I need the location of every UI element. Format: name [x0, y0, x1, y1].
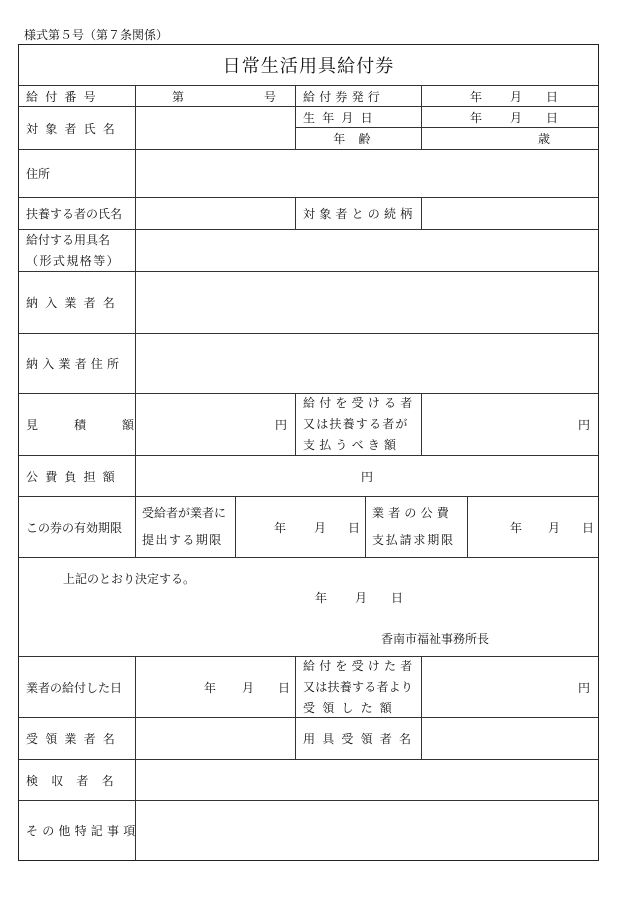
label-payable-3: 支払うべき額 — [303, 438, 401, 452]
form-style-number: 様式第５号（第７条関係） — [24, 28, 169, 42]
label-supplier-name: 納入業者名 — [19, 271, 135, 333]
delivery-date-field[interactable] — [135, 656, 295, 717]
label-equipment-name-cell — [19, 229, 135, 271]
label-claim-deadline-1: 業者の公費 — [372, 506, 454, 520]
label-benefit-number: 給付番号 — [19, 85, 135, 106]
label-claim-deadline-2: 支払請求期限 — [372, 533, 455, 547]
label-received-2: 又は扶養する者より — [303, 679, 414, 694]
receiving-supplier-field[interactable] — [135, 717, 295, 759]
special-notes-field[interactable] — [135, 800, 598, 860]
submit-year-label: 年 — [274, 520, 287, 535]
claim-deadline-field[interactable] — [467, 496, 598, 557]
label-supporter-name: 扶養する者の氏名 — [19, 197, 135, 229]
form-title: 日常生活用具給付券 — [222, 56, 395, 77]
estimate-yen-label: 円 — [274, 418, 287, 432]
submit-month-label: 月 — [314, 520, 327, 535]
label-equipment-recipient: 用具受領者名 — [295, 717, 421, 759]
issue-month-label: 月 — [510, 89, 523, 104]
decision-day-label: 日 — [391, 591, 404, 605]
public-burden-field[interactable] — [135, 455, 598, 496]
issue-date-field[interactable] — [421, 85, 598, 106]
claim-month-label: 月 — [548, 520, 561, 535]
label-received-3: 受領した額 — [303, 700, 400, 715]
inspector-field[interactable] — [135, 759, 598, 800]
label-supplier-address: 納入業者住所 — [19, 333, 135, 393]
label-delivery-date: 業者の給付した日 — [19, 656, 135, 717]
supplier-address-field[interactable] — [135, 333, 598, 393]
delivery-year-label: 年 — [204, 680, 217, 695]
birth-month-label: 月 — [510, 110, 523, 125]
issue-day-label: 日 — [546, 89, 559, 104]
label-subject-name: 対象者氏名 — [19, 106, 135, 149]
label-submit-deadline-1: 受給者が業者に — [142, 506, 227, 520]
label-submit-deadline-cell — [135, 496, 235, 557]
office-director: 香南市福祉事務所長 — [381, 632, 490, 646]
label-special-notes: その他特記事項 — [19, 800, 135, 860]
label-relationship: 対象者との続柄 — [295, 197, 421, 229]
label-equipment-spec: （形式規格等） — [26, 253, 121, 268]
received-amount-field[interactable] — [421, 656, 598, 717]
label-birth-date: 生年月日 — [295, 106, 421, 127]
sai-label: 歳 — [537, 132, 550, 146]
equipment-recipient-field[interactable] — [421, 717, 598, 759]
label-payable-1: 給付を受ける者 — [303, 396, 417, 410]
equipment-name-field[interactable] — [135, 229, 598, 271]
public-burden-yen-label: 円 — [360, 469, 373, 484]
label-estimate: 見積額 — [26, 418, 171, 432]
payable-yen-label: 円 — [577, 418, 590, 432]
label-public-burden: 公費負担額 — [19, 455, 135, 496]
decision-year-label: 年 — [315, 591, 328, 605]
label-voucher-issue: 給付券発行 — [295, 85, 421, 106]
label-age: 年齢 — [295, 127, 421, 149]
decision-block — [19, 557, 598, 656]
relationship-field[interactable] — [421, 197, 598, 229]
received-yen-label: 円 — [577, 680, 590, 695]
label-receiving-supplier: 受領業者名 — [19, 717, 135, 759]
label-address-cell — [19, 149, 135, 197]
supporter-name-field[interactable] — [135, 197, 295, 229]
label-submit-deadline-2: 提出する期限 — [142, 533, 223, 547]
supplier-name-field[interactable] — [135, 271, 598, 333]
decision-text: 上記のとおり決定する。 — [63, 572, 196, 586]
label-inspector: 検収者名 — [19, 759, 135, 800]
estimate-amount-field[interactable] — [135, 393, 295, 455]
claim-day-label: 日 — [582, 520, 595, 535]
decision-month-label: 月 — [355, 591, 368, 605]
birth-date-field[interactable] — [421, 106, 598, 127]
birth-year-label: 年 — [470, 110, 483, 125]
voucher-form — [18, 44, 599, 861]
submit-day-label: 日 — [348, 520, 361, 535]
go-label: 号 — [264, 89, 277, 104]
age-field[interactable] — [421, 127, 598, 149]
payable-amount-field[interactable] — [421, 393, 598, 455]
label-received-1: 給付を受けた者 — [303, 658, 417, 673]
submit-deadline-field[interactable] — [235, 496, 365, 557]
address-field[interactable] — [135, 149, 598, 197]
issue-year-label: 年 — [470, 89, 483, 104]
label-received-cell — [295, 656, 421, 717]
delivery-day-label: 日 — [278, 680, 291, 695]
dai-label: 第 — [172, 89, 185, 104]
label-equipment-name: 給付する用具名 — [26, 232, 111, 247]
birth-day-label: 日 — [546, 110, 559, 125]
label-estimate-cell — [19, 393, 171, 455]
label-validity: この券の有効期限 — [19, 496, 135, 557]
claim-year-label: 年 — [510, 520, 523, 535]
label-payable-cell — [295, 393, 421, 455]
label-claim-deadline-cell — [365, 496, 467, 557]
label-payable-2: 又は扶養する者が — [303, 417, 409, 431]
subject-name-field[interactable] — [135, 106, 295, 149]
label-address: 住所 — [26, 167, 51, 181]
delivery-month-label: 月 — [242, 680, 255, 695]
benefit-number-field[interactable] — [135, 85, 295, 106]
